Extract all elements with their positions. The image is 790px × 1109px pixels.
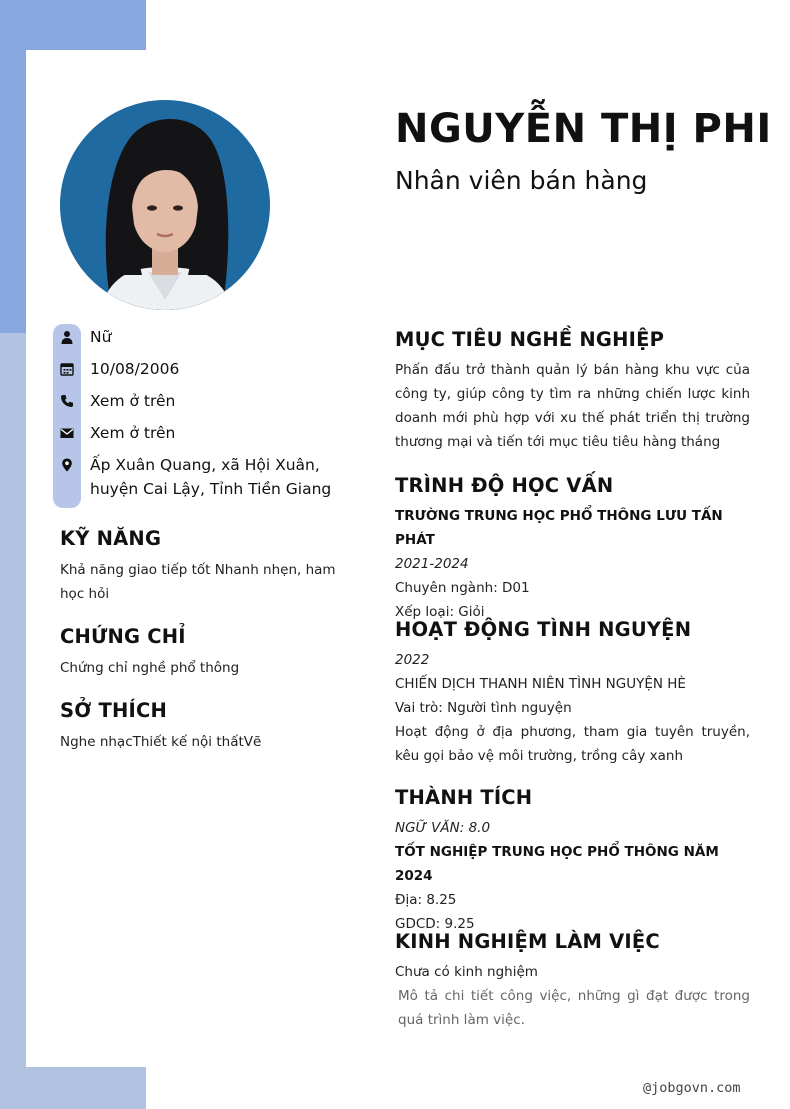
skills-heading: KỸ NĂNG <box>60 527 162 550</box>
volunteer-description: Hoạt động ở địa phương, tham gia tuyên truyền, kêu gọi bảo vệ môi trường, trồng cây xanh <box>395 724 750 764</box>
contact-list <box>60 325 360 509</box>
achievements-section <box>395 786 750 936</box>
contact-email <box>60 421 360 445</box>
address-value: Ấp Xuân Quang, xã Hội Xuân, huyện Cai Lậy, Tỉnh Tiền Giang <box>90 456 332 498</box>
education-school: TRƯỜNG TRUNG HỌC PHỔ THÔNG LƯU TẤN PHÁT <box>395 508 723 548</box>
phone-value: Xem ở trên <box>90 392 176 410</box>
certificates-section <box>60 625 350 680</box>
contact-birthdate <box>60 357 360 381</box>
experience-section <box>395 930 750 1032</box>
birthdate-value: 10/08/2006 <box>90 360 180 378</box>
volunteer-year: 2022 <box>395 652 430 668</box>
person-icon <box>60 325 74 349</box>
experience-heading: KINH NGHIỆM LÀM VIỆC <box>395 930 660 953</box>
education-major: Chuyên ngành: D01 <box>395 580 530 596</box>
experience-description: Mô tả chi tiết công việc, những gì đạt được trong quá trình làm việc. <box>398 988 750 1028</box>
certificates-heading: CHỨNG CHỈ <box>60 625 186 648</box>
education-rank: Xếp loại: Giỏi <box>395 604 485 620</box>
achievements-heading: THÀNH TÍCH <box>395 786 533 809</box>
phone-icon <box>60 389 74 413</box>
volunteer-section <box>395 618 750 768</box>
skills-section <box>60 527 350 606</box>
volunteer-heading: HOẠT ĐỘNG TÌNH NGUYỆN <box>395 618 692 641</box>
objective-text: Phấn đấu trở thành quản lý bán hàng khu vực của công ty, giúp công ty tìm ra những chiến lược kinh doanh mới phù hợp với xu thế phát triển thị trường thương mại và tiến tới mục tiêu tiêu hàng tháng <box>395 362 750 450</box>
email-value: Xem ở trên <box>90 424 176 442</box>
education-heading: TRÌNH ĐỘ HỌC VẤN <box>395 474 614 497</box>
skills-text: Khả năng giao tiếp tốt Nhanh nhẹn, ham học hỏi <box>60 562 336 602</box>
footer-watermark: @jobgovn.com <box>643 1080 741 1096</box>
volunteer-role: Vai trò: Người tình nguyện <box>395 700 572 716</box>
hobbies-section <box>60 699 350 754</box>
certificates-text: Chứng chỉ nghề phổ thông <box>60 660 240 676</box>
achievement-civics: GDCD: 9.25 <box>395 916 475 932</box>
contact-address <box>60 453 360 501</box>
education-period: 2021-2024 <box>395 556 469 572</box>
contact-phone <box>60 389 360 413</box>
email-icon <box>60 421 74 445</box>
achievement-graduation: TỐT NGHIỆP TRUNG HỌC PHỔ THÔNG NĂM 2024 <box>395 844 719 884</box>
hobbies-text: Nghe nhạcThiết kế nội thấtVẽ <box>60 734 262 750</box>
calendar-icon <box>60 357 74 381</box>
education-section <box>395 474 750 624</box>
experience-status: Chưa có kinh nghiệm <box>395 964 538 980</box>
portrait-illustration <box>60 100 270 310</box>
location-pin-icon <box>60 453 74 477</box>
achievement-geography: Địa: 8.25 <box>395 892 457 908</box>
objective-heading: MỤC TIÊU NGHỀ NGHIỆP <box>395 328 665 351</box>
contact-gender <box>60 325 360 349</box>
volunteer-campaign: CHIẾN DỊCH THANH NIÊN TÌNH NGUYỆN HÈ <box>395 676 686 692</box>
candidate-name: NGUYỄN THỊ PHI <box>395 106 772 152</box>
hobbies-heading: SỞ THÍCH <box>60 699 167 722</box>
profile-photo <box>60 100 270 310</box>
candidate-job-title: Nhân viên bán hàng <box>395 166 648 195</box>
objective-section <box>395 328 750 454</box>
achievement-literature: NGỮ VĂN: 8.0 <box>395 820 491 836</box>
gender-value: Nữ <box>90 328 112 346</box>
